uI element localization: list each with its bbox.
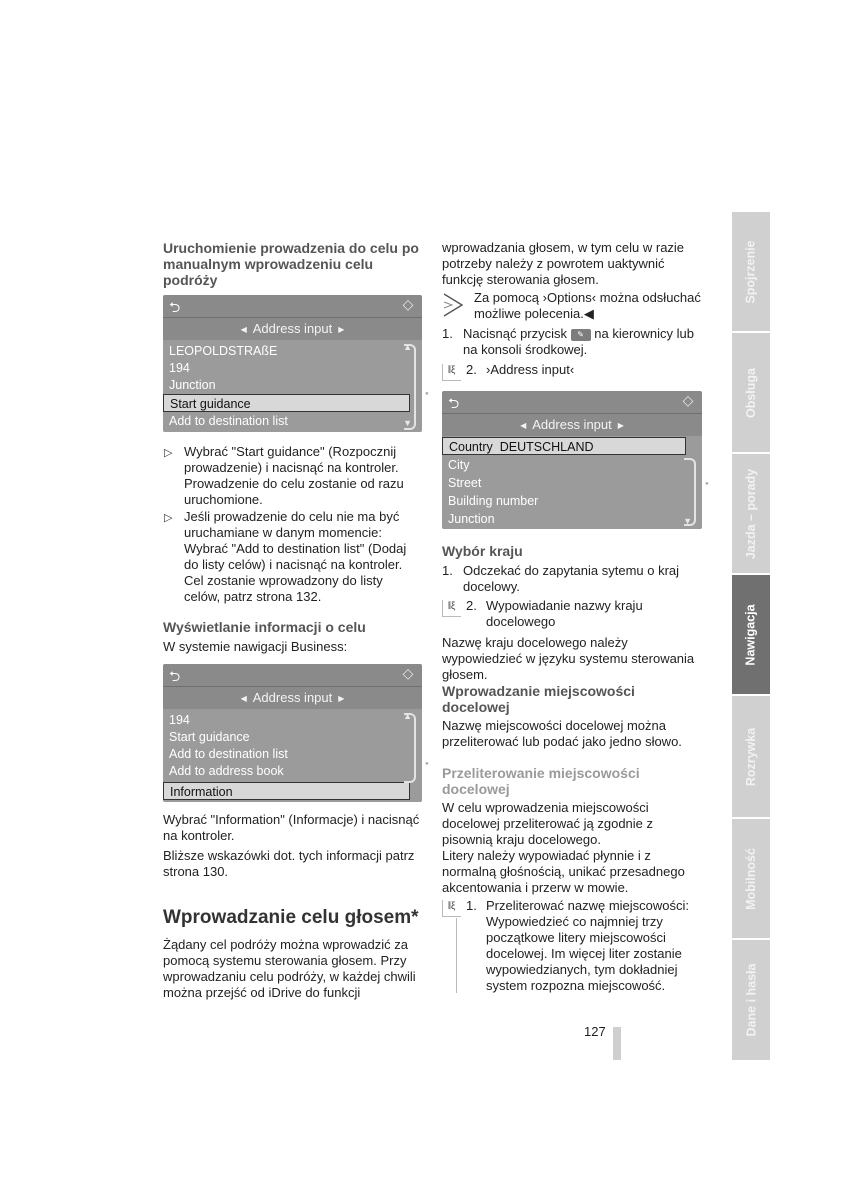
- bullet-icon: ▷: [164, 512, 173, 524]
- sidebar-tab-label: Dane i hasła: [744, 963, 759, 1037]
- sidebar-tab-obsluga[interactable]: [732, 333, 770, 452]
- city-entry-paragraph: Nazwę miejscowości docelowej można przeliterować lub podać jako jedno słowo.: [442, 718, 682, 749]
- screen-list: [163, 340, 422, 432]
- list-item: Junction: [169, 378, 216, 392]
- bullet-add-destination: Jeśli prowadzenie do celu nie ma być uruchamiane w danym momencie: Wybrać "Add to destination list" (Dodaj do listy celów) i nacisnąć na kontroler. Cel zostanie wprowadzony do listy celów, patrz strona 132.: [184, 509, 407, 604]
- idrive-screen-destination-info: [163, 664, 422, 802]
- image-code: ■: [704, 480, 710, 486]
- list-item: LEOPOLDSTRAßE: [169, 344, 278, 358]
- information-instruction: Wybrać "Information" (Informacje) i nacisnąć na kontroler.: [163, 812, 420, 843]
- step-text: na kierownicy lub na konsoli środkowej.: [463, 326, 694, 357]
- bullet-icon: ▷: [164, 447, 173, 459]
- country-label: Country: [449, 440, 493, 454]
- screen-title-bar: [163, 317, 422, 340]
- section-heading-spell-city: Przeliterowanie miejscowości docelowej: [442, 765, 640, 797]
- section-heading-country: Wybór kraju: [442, 543, 523, 559]
- step-press-button: [463, 326, 703, 358]
- information-reference: Bliższe wskazówki dot. tych informacji patrz strona 130.: [163, 848, 415, 879]
- spell-letters-paragraph: Litery należy wypowiadać płynnie i z normalną głośnością, unikać przesadnego akcentowania i przerw w mowie.: [442, 848, 685, 895]
- idrive-screen-voice-address: [442, 391, 702, 529]
- back-arrow-icon: ⮌: [169, 299, 181, 315]
- sidebar-tab-label: Rozrywka: [744, 727, 759, 786]
- sidebar-tab-label: Spojrzenie: [744, 239, 758, 304]
- image-code: ■: [424, 760, 430, 766]
- screen-title-bar: [442, 413, 702, 436]
- list-item: Building number: [448, 494, 539, 508]
- country-language-note: Nazwę kraju docelowego należy wypowiedzieć w języku systemu sterowania głosem.: [442, 635, 695, 682]
- screen-list: [163, 709, 422, 802]
- voice-entry-continuation: wprowadzania głosem, w tym celu w razie potrzeby należy z powrotem uaktywnić funkcję sterowania głosem.: [442, 240, 685, 287]
- list-item-selected: [442, 437, 686, 455]
- section-heading-city: Wprowadzanie miejscowości docelowej: [442, 683, 635, 715]
- section-heading-destination-info: Wyświetlanie informacji o celu: [163, 619, 366, 635]
- right-arrow-icon: ▶: [338, 693, 345, 703]
- sidebar-tab-dane-i-hasla[interactable]: [732, 940, 770, 1060]
- voice-button-icon: ✎: [571, 329, 591, 341]
- scrollbar: [404, 713, 416, 783]
- step-wait-country: Odczekać do zapytania sytemu o kraj docelowy.: [463, 563, 680, 594]
- screen-title-bar: [163, 686, 422, 709]
- page-number: 127: [584, 1024, 606, 1039]
- scroll-up-icon: ▲: [403, 342, 412, 352]
- step-number: 1.: [442, 563, 453, 578]
- section-heading-voice-entry: Wprowadzanie celu głosem*: [163, 907, 419, 928]
- step-spell-city: Przeliterować nazwę miejscowości: Wypowiedzieć co najmniej trzy początkowe litery miejscowości docelowej. Im więcej liter zostanie wypowiedzianych, tym dokładniej system rozpozna miejscowość.: [486, 898, 690, 993]
- sidebar-tab-mobilnosc[interactable]: [732, 819, 770, 938]
- note-icon: [442, 292, 466, 318]
- scroll-up-icon: ▲: [403, 711, 412, 721]
- options-note: Za pomocą ›Options‹ można odsłuchać możliwe polecenia.◀: [474, 290, 701, 321]
- spell-city-paragraph: W celu wprowadzenia miejscowości docelowej przeliterować ją zgodnie z pisownią kraju docelowego.: [442, 800, 654, 847]
- back-arrow-icon: ⮌: [169, 668, 181, 684]
- step-address-input: ›Address input‹: [486, 362, 575, 377]
- sidebar-tab-spojrzenie[interactable]: [732, 212, 770, 331]
- country-value: DEUTSCHLAND: [499, 440, 594, 454]
- step-number: 1.: [466, 898, 477, 913]
- sidebar-tab-label: Mobilność: [744, 847, 758, 910]
- back-arrow-icon: ⮌: [448, 395, 460, 411]
- scroll-down-icon: ▼: [403, 418, 412, 428]
- business-navigation-note: W systemie nawigacji Business:: [163, 639, 348, 654]
- sidebar-tab-nawigacja[interactable]: [732, 575, 770, 694]
- sidebar-tab-rozrywka[interactable]: [732, 696, 770, 817]
- idrive-screen-address-input: [163, 295, 422, 432]
- list-item: Add to destination list: [169, 414, 288, 428]
- screen-title: Address input: [252, 690, 333, 705]
- left-arrow-icon: ◀: [520, 420, 527, 430]
- sidebar-tab-jazda-porady[interactable]: [732, 454, 770, 573]
- list-item-selected: Information: [163, 782, 410, 800]
- section-heading-manual-guidance: Uruchomienie prowadzenia do celu po manualnym wprowadzeniu celu podróży: [163, 240, 419, 288]
- controller-icon: ◇: [402, 665, 414, 681]
- controller-icon: ◇: [402, 296, 414, 312]
- list-item: City: [448, 458, 470, 472]
- step-number: 2.: [466, 362, 477, 377]
- screen-title: Address input: [252, 321, 333, 336]
- scroll-down-icon: ▼: [683, 516, 692, 526]
- step-say-country: Wypowiadanie nazwy kraju docelowego: [486, 598, 643, 629]
- left-arrow-icon: ◀: [240, 693, 247, 703]
- list-item: Start guidance: [169, 730, 250, 744]
- list-item: Street: [448, 476, 482, 490]
- list-item: Add to address book: [169, 764, 284, 778]
- screen-list: [442, 436, 702, 529]
- step-number: 2.: [466, 598, 477, 613]
- list-item: 194: [169, 361, 190, 375]
- controller-icon: ◇: [682, 392, 694, 408]
- list-item: Add to destination list: [169, 747, 288, 761]
- left-arrow-icon: ◀: [240, 324, 247, 334]
- step-number: 1.: [442, 326, 453, 341]
- sidebar-tab-label: Nawigacja: [744, 603, 759, 666]
- list-item: 194: [169, 713, 190, 727]
- right-arrow-icon: ▶: [617, 420, 624, 430]
- voice-command-icon: 𝄃ξ: [442, 364, 461, 381]
- step-divider: [456, 918, 457, 993]
- screen-topbar: [442, 391, 702, 413]
- image-code: ■: [424, 390, 430, 396]
- list-item-selected: Start guidance: [163, 394, 410, 412]
- page-number-bar: [613, 1027, 621, 1060]
- sidebar-tab-label: Obsługa: [744, 367, 759, 418]
- bullet-start-guidance: Wybrać "Start guidance" (Rozpocznij prowadzenie) i nacisnąć na kontroler. Prowadzenie do celu zostanie od razu uruchomione.: [184, 444, 404, 507]
- voice-command-icon: 𝄃ξ: [442, 900, 461, 917]
- list-item: Junction: [448, 512, 495, 526]
- voice-entry-paragraph: Żądany cel podróży można wprowadzić za pomocą systemu sterowania głosem. Przy wprowadzaniu celu podróży, w każdej chwili można przejść od iDrive do funkcji: [163, 937, 416, 1000]
- right-arrow-icon: ▶: [338, 324, 345, 334]
- voice-command-icon: 𝄃ξ: [442, 600, 461, 617]
- screen-topbar: [163, 664, 422, 686]
- screen-topbar: [163, 295, 422, 317]
- sidebar-tab-label: Jazda – porady: [744, 468, 759, 559]
- screen-title: Address input: [532, 417, 612, 432]
- step-text: Nacisnąć przycisk: [463, 326, 568, 341]
